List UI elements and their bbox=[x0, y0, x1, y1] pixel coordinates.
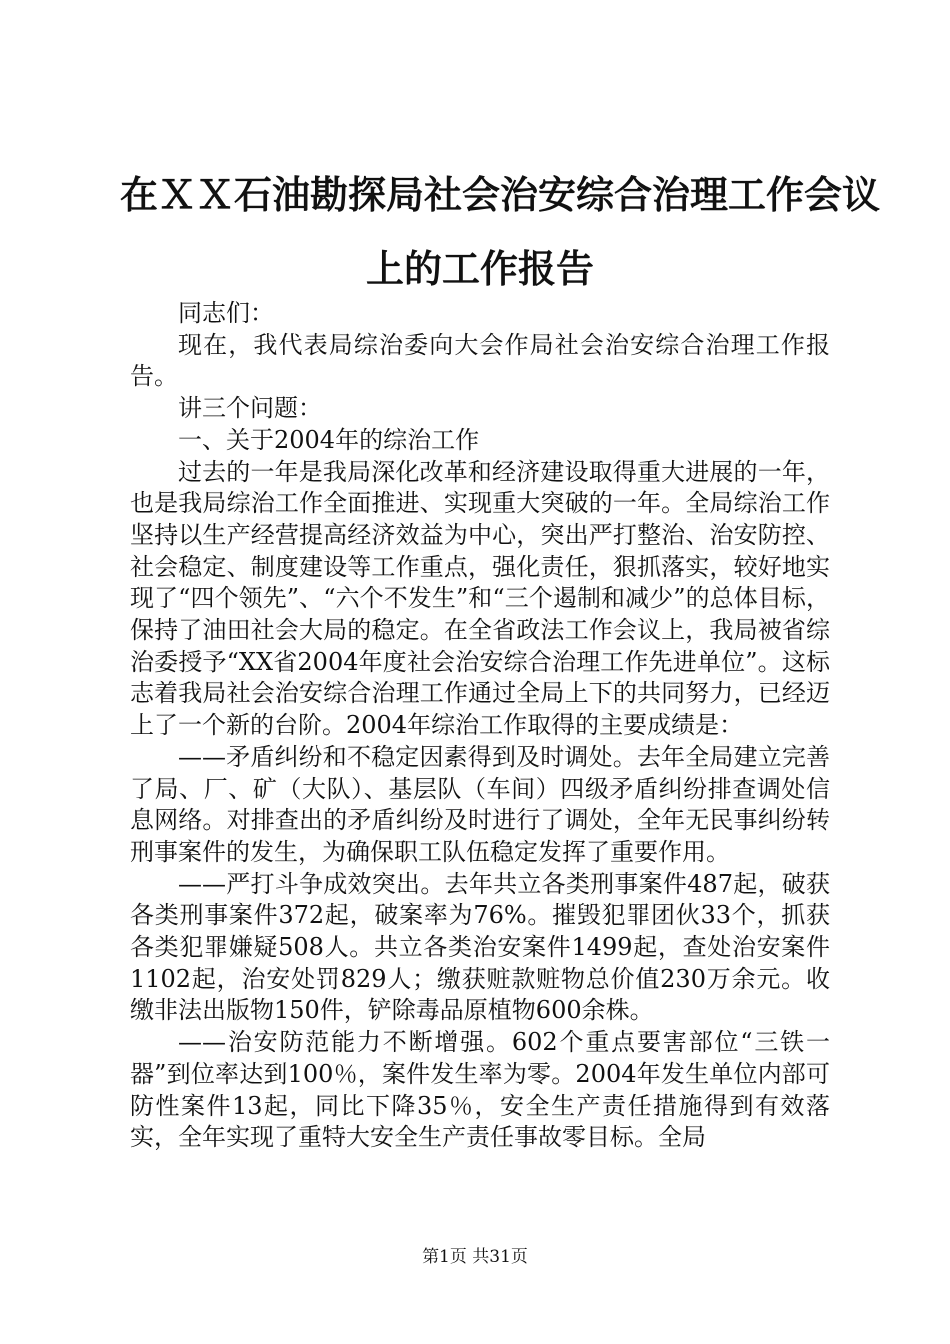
paragraph-review: 过去的一年是我局深化改革和经济建设取得重大进展的一年，也是我局综治工作全面推进、实现重大突破的一年。全局综治工作坚持以生产经营提高经济效益为中心，突出严打整治、治安防控、社会稳定、制度建设等工作重点，强化责任，狠抓落实，较好地实现了“四个领先”、“六个不发生”和“三个遏制和减少”的总体目标，保持了油田社会大局的稳定。在全省政法工作会议上，我局被省综治委授予“XX省2004年度社会治安综合治理工作先进单位”。这标志着我局社会治安综合治理工作通过全局上下的共同努力，已经迈上了一个新的台阶。2004年综治工作取得的主要成绩是： bbox=[130, 457, 830, 740]
paragraph-salutation: 同志们： bbox=[178, 299, 274, 327]
title-line-1: 在ＸＸ石油勘探局社会治安综合治理工作会议 bbox=[120, 172, 881, 217]
page-number: 第1页 共31页 bbox=[422, 1247, 528, 1267]
document-body bbox=[130, 298, 830, 1154]
paragraph-prevention: ——治安防范能力不断增强。602个重点要害部位“三铁一器”到位率达到100％，案件发生率为零。2004年发生单位内部可防性案件13起，同比下降35％，安全生产责任措施得到有效落实，全年实现了重特大安全生产责任事故零目标。全局 bbox=[130, 1028, 830, 1152]
title-line-2: 上的工作报告 bbox=[365, 246, 594, 291]
section-heading-1: 一、关于2004年的综治工作 bbox=[178, 425, 480, 454]
paragraph-three-issues: 讲三个问题： bbox=[178, 394, 322, 423]
paragraph-disputes: ——矛盾纠纷和不稳定因素得到及时调处。去年全局建立完善了局、厂、矿（大队）、基层队（车间）四级矛盾纠纷排查调处信息网络。对排查出的矛盾纠纷及时进行了调处，全年无民事纠纷转刑事案件的发生，为确保职工队伍稳定发挥了重要作用。 bbox=[130, 742, 830, 866]
document-title bbox=[120, 158, 881, 306]
paragraph-strike-hard: ——严打斗争成效突出。去年共立各类刑事案件487起，破获各类刑事案件372起，破案率为76%。摧毁犯罪团伙33个，抓获各类犯罪嫌疑508人。共立各类治安案件1499起，查处治安案件1102起，治安处罚829人；缴获赃款赃物总价值230万余元。收缴非法出版物150件，铲除毒品原植物600余株。 bbox=[130, 869, 830, 1025]
paragraph-intro: 现在，我代表局综治委向大会作局社会治安综合治理工作报告。 bbox=[130, 330, 830, 391]
